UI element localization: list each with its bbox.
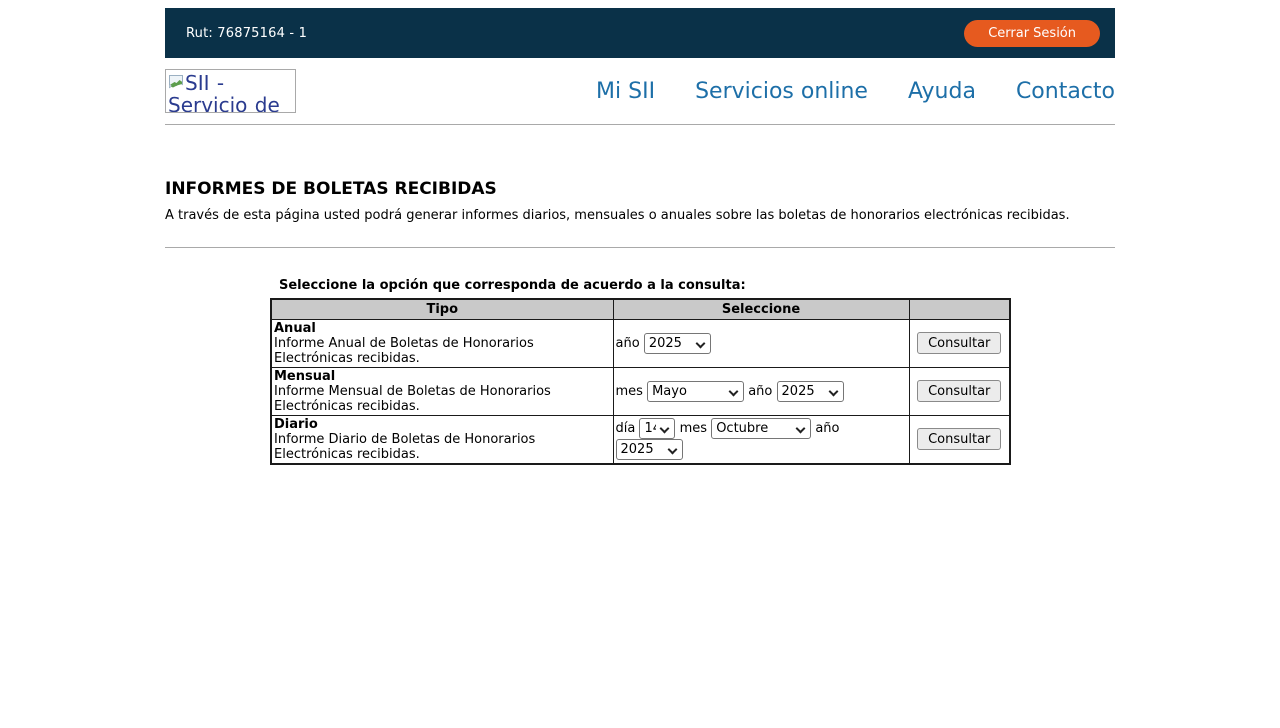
mensual-month-select-wrap	[647, 381, 744, 402]
row-description: Informe Anual de Boletas de Honorarios Electrónicas recibidas.	[274, 335, 534, 366]
diario-year-label: año	[815, 421, 840, 436]
diario-year-select-wrap	[616, 439, 683, 460]
diario-day-select[interactable]	[639, 418, 675, 439]
sii-logo-broken-image[interactable]	[165, 69, 296, 113]
consulta-table	[270, 298, 1011, 465]
row-title: Diario	[274, 416, 318, 432]
anual-year-select[interactable]	[644, 333, 711, 354]
row-title: Anual	[274, 320, 316, 336]
broken-image-icon	[168, 72, 184, 94]
button-cell	[909, 367, 1010, 415]
column-header-seleccione: Seleccione	[613, 299, 909, 319]
diario-day-select-wrap	[639, 418, 675, 439]
main-nav	[596, 79, 1115, 104]
page-title: INFORMES DE BOLETAS RECIBIDAS	[165, 179, 497, 199]
mensual-month-select[interactable]	[647, 381, 744, 402]
page-description: A través de esta página usted podrá generar informes diarios, mensuales o anuales sobre las boletas de honorarios electrónicas recibidas.	[165, 208, 1070, 223]
mensual-year-label: año	[748, 383, 773, 399]
consulta-caption: Seleccione la opción que corresponda de acuerdo a la consulta:	[279, 278, 746, 293]
diario-day-label: día	[615, 421, 636, 436]
mensual-year-select[interactable]	[777, 381, 844, 402]
column-header-empty	[909, 299, 1010, 319]
consultar-mensual-button[interactable]: Consultar	[917, 380, 1001, 402]
seleccione-cell	[613, 367, 909, 415]
tipo-cell	[271, 367, 613, 415]
table-row-anual	[271, 319, 1010, 367]
row-description: Informe Mensual de Boletas de Honorarios Electrónicas recibidas.	[274, 383, 551, 414]
divider	[165, 247, 1115, 248]
table-header-row	[271, 299, 1010, 319]
diario-year-select[interactable]	[616, 439, 683, 460]
button-cell	[909, 415, 1010, 464]
tipo-cell	[271, 319, 613, 367]
tipo-cell	[271, 415, 613, 464]
nav-contacto[interactable]: Contacto	[1015, 78, 1115, 104]
page-intro	[165, 179, 1115, 248]
table-row-diario	[271, 415, 1010, 464]
table-row-mensual	[271, 367, 1010, 415]
consultar-anual-button[interactable]: Consultar	[917, 332, 1001, 354]
consulta-section	[270, 278, 1115, 465]
mensual-month-label: mes	[615, 383, 643, 399]
nav-servicios-online[interactable]: Servicios online	[695, 78, 868, 104]
button-cell	[909, 319, 1010, 367]
diario-month-select-wrap	[711, 418, 811, 439]
page-container	[165, 8, 1115, 465]
nav-ayuda[interactable]: Ayuda	[907, 78, 976, 104]
logo-alt-text: SII - Servicio de	[168, 71, 280, 113]
logout-button[interactable]: Cerrar Sesión	[964, 20, 1100, 47]
mensual-year-select-wrap	[777, 381, 844, 402]
row-description: Informe Diario de Boletas de Honorarios Electrónicas recibidas.	[274, 431, 536, 462]
rut-label: Rut: 76875164 - 1	[186, 25, 308, 41]
diario-month-select[interactable]	[711, 418, 811, 439]
seleccione-cell	[613, 319, 909, 367]
row-title: Mensual	[274, 368, 336, 384]
site-header	[165, 58, 1115, 125]
nav-mi-sii[interactable]: Mi SII	[596, 78, 656, 104]
consultar-diario-button[interactable]: Consultar	[917, 428, 1001, 450]
diario-month-label: mes	[679, 421, 708, 436]
anual-year-label: año	[615, 335, 640, 351]
seleccione-cell	[613, 415, 909, 464]
column-header-tipo: Tipo	[271, 299, 613, 319]
session-bar	[165, 8, 1115, 58]
anual-year-select-wrap	[644, 333, 711, 354]
